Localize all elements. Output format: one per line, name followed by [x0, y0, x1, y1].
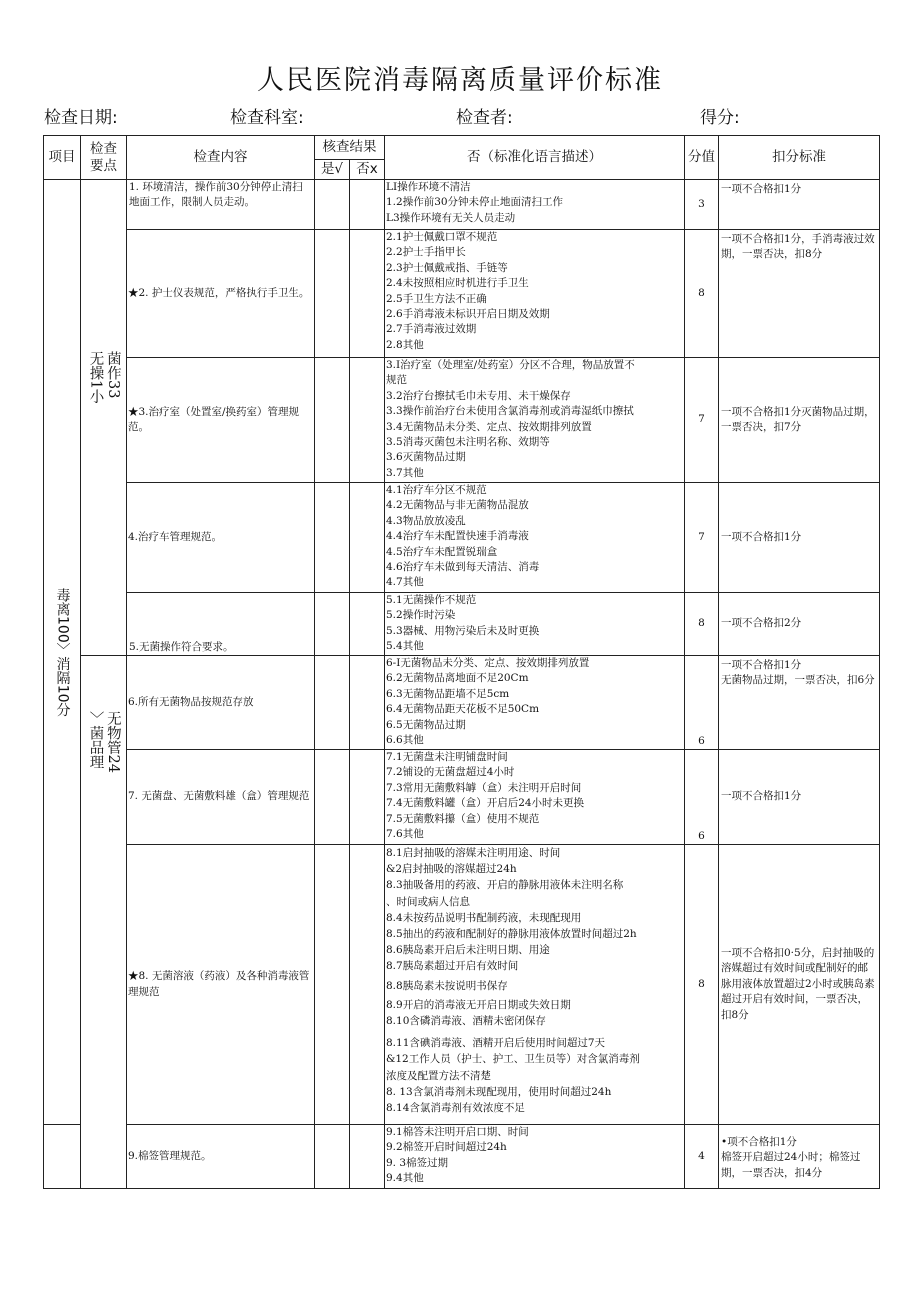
group2-col1: 无物管24 [104, 711, 121, 773]
table-row [44, 750, 880, 845]
desc-item: 8.3抽吸备用的药液、开启的静脉用液体未注明名称 [386, 879, 624, 892]
no-check-cell[interactable] [350, 845, 385, 1125]
desc-item: 4.1治疗车分区不规范 [386, 484, 487, 496]
desc-item: 3.7其他 [386, 466, 424, 479]
desc-item: 2.6手消毒液未标识开启日期及效期 [386, 308, 550, 321]
desc-item: 2.4未按照相应时机进行手卫生 [386, 277, 529, 290]
header-project: 项目 [44, 136, 81, 180]
score-label: 得分: [700, 108, 740, 128]
desc-item: 6.3无菌物品距墙不足5cm [386, 687, 510, 700]
deduct-line: •项不合格扣1分 [721, 1136, 797, 1148]
score-cell: 8 [685, 845, 719, 1125]
header-no: 否x [350, 160, 385, 180]
desc-item: 9.1棉答未注明开启口期、时间 [386, 1126, 529, 1138]
no-check-cell[interactable] [350, 593, 385, 656]
desc-item: 4.7其他 [386, 576, 424, 589]
desc-item: 7.2铺设的无菌盘超过4小时 [386, 766, 515, 779]
desc-item: 6.5无菌物品过期 [386, 718, 466, 731]
deduct-cell: 一项不合格扣1分灭菌物品过期，一票否决，扣7分 [719, 358, 880, 483]
group1-col2: 无操1小 [87, 351, 104, 404]
desc-item: 6.2无菌物品离地面不足20Cm [386, 672, 529, 685]
deduct-cell: 一项不合格扣1分 [719, 180, 880, 230]
desc-item: &2启封抽吸的溶媒超过24h [386, 863, 517, 876]
desc-item: 规范 [386, 374, 407, 387]
inspection-date-label: 检查日期: [44, 108, 118, 128]
desc-item: 7.5无菌敷料攥（盒）使用不规范 [386, 812, 540, 825]
inspection-dept-label: 检查科室: [230, 108, 304, 128]
content-cell: ★8. 无菌溶液（药液）及各种消毒液管理规范 [127, 845, 315, 1125]
desc-item: 8.1启封抽吸的溶媒未注明用途、时间 [386, 847, 561, 859]
inspector-label: 检查者: [456, 108, 513, 128]
score-cell: 6 [685, 656, 719, 750]
page-title: 人民医院消毒隔离质量评价标准 [257, 65, 663, 96]
desc-item: 6.4无菌物品距天花板不足50Cm [386, 703, 540, 716]
desc-item: 9.2棉签开启时间超过24h [386, 1141, 507, 1154]
desc-item: 3.5消毒灭菌包未注明名称、效期等 [386, 436, 550, 449]
desc-item: 4.2无菌物品与非无菌物品混放 [386, 499, 529, 512]
header-deduct: 扣分标准 [719, 136, 880, 180]
header-result: 核查结果 [315, 136, 385, 160]
header-check-point-line2: 要点 [90, 157, 117, 174]
score-cell: 8 [685, 593, 719, 656]
project-label: 毒离100〉消隔10分 [54, 587, 71, 717]
desc-item: 5.2操作时污染 [386, 609, 456, 622]
desc-item: 7.1无菌盘未注明铺盘时间 [386, 751, 508, 763]
desc-item: L3操作环境有无关人员走动 [386, 211, 516, 224]
no-check-cell[interactable] [350, 358, 385, 483]
header-check-point [81, 136, 127, 180]
project-cell [44, 180, 81, 1125]
desc-item: 9. 3棉签过期 [386, 1156, 449, 1169]
deduct-cell [719, 1125, 880, 1189]
content-cell: ★3.治疗室（处置室/换药室）管理规范。 [127, 358, 315, 483]
content-cell: 5.无菌操作符合要求。 [127, 593, 315, 656]
yes-check-cell[interactable] [315, 845, 350, 1125]
content-cell: 9.棉签管理规范。 [127, 1125, 315, 1189]
yes-check-cell[interactable] [315, 230, 350, 358]
table-row [44, 483, 880, 593]
yes-check-cell[interactable] [315, 750, 350, 845]
score-cell: 7 [685, 483, 719, 593]
yes-check-cell[interactable] [315, 180, 350, 230]
desc-item: 2.3护士佩戴戒指、手链等 [386, 261, 508, 274]
no-check-cell[interactable] [350, 1125, 385, 1189]
deduct-cell: 一项不合格扣0·5分，启封抽吸的溶媒超过有效时间或配制好的邮脉用液体放置超过2小时或胰岛素超过开启有效时间，一票否决，扣8分 [719, 845, 880, 1125]
desc-item: 6.6其他 [386, 734, 424, 747]
desc-item: 5.1无菌操作不规范 [386, 594, 477, 606]
table-row [44, 845, 880, 1125]
desc-item: LI操作环境不清洁 [386, 181, 471, 193]
deduct-cell: 一项不合格扣1分 无菌物品过期，一票否决，扣6分 [719, 656, 880, 750]
score-cell: 6 [685, 750, 719, 845]
yes-check-cell[interactable] [315, 358, 350, 483]
desc-item: 4.3物品放放凌乱 [386, 514, 466, 527]
desc-item: 3.6灭菌物品过期 [386, 451, 466, 464]
yes-check-cell[interactable] [315, 656, 350, 750]
deduct-line: 棉签开启超过24小时；棉签过期，一票否决，扣4分 [721, 1151, 861, 1179]
description-cell [385, 483, 685, 593]
desc-item: 2.7手消毒液过效期 [386, 323, 477, 336]
header-yes: 是√ [315, 160, 350, 180]
desc-item: 8.7胰岛素超过开启有效时间 [386, 960, 519, 973]
desc-item: 2.1护士佩戴口罩不规范 [386, 231, 498, 243]
deduct-cell: 一项不合格扣1分，手消毒液过效期，一票否决，扣8分 [719, 230, 880, 358]
meta-line [44, 103, 884, 131]
desc-item: 4.5治疗车未配置锐瑞盒 [386, 545, 498, 558]
desc-item: 浓度及配置方法不清楚 [386, 1069, 491, 1082]
header-content: 检查内容 [127, 136, 315, 180]
no-check-cell[interactable] [350, 483, 385, 593]
desc-item: 8.5抽出的药液和配制好的静脉用液体放置时间超过2h [386, 928, 637, 941]
score-cell: 7 [685, 358, 719, 483]
content-cell: 4.治疗车管理规范。 [127, 483, 315, 593]
no-check-cell[interactable] [350, 230, 385, 358]
desc-item: 8. 13含氯消毒剂未现配现用，使用时间超过24h [386, 1085, 612, 1098]
header-check-point-line1: 检查 [90, 140, 117, 157]
yes-check-cell[interactable] [315, 1125, 350, 1189]
score-cell: 4 [685, 1125, 719, 1189]
desc-item: 4.6治疗车未做到每天清洁、消毒 [386, 561, 540, 574]
table-row [44, 593, 880, 656]
desc-item: &12工作人员（护士、护工、卫生员等）对含氯消毒剂 [386, 1053, 640, 1066]
score-cell: 8 [685, 230, 719, 358]
yes-check-cell[interactable] [315, 483, 350, 593]
deduct-cell: 一项不合格扣1分 [719, 750, 880, 845]
desc-item: 5.3器械、用物污染后未及时更换 [386, 624, 540, 637]
desc-item: 1.2操作前30分钟未停止地面清扫工作 [386, 196, 564, 209]
desc-item: 7.3常用无菌敷料罅（盒）未注明开启时间 [386, 781, 582, 794]
desc-item: 9.4其他 [386, 1172, 424, 1185]
group1-col1: 菌作33 [104, 351, 121, 399]
no-check-cell[interactable] [350, 750, 385, 845]
content-cell: 1. 环境清洁，操作前30分钟停止清扫地面工作，限制人员走动。 [127, 180, 315, 230]
evaluation-table [43, 135, 880, 1189]
desc-item: 5.4其他 [386, 640, 424, 653]
header-score: 分值 [685, 136, 719, 180]
table-row [44, 358, 880, 483]
desc-item: 7.6其他 [386, 828, 424, 841]
content-cell: ★2. 护士仪表规范，严格执行手卫生。 [127, 230, 315, 358]
desc-item: 7.4无菌敷料罐（盒）开启后24小时未更换 [386, 797, 585, 810]
description-cell [385, 358, 685, 483]
desc-item: 3.I治疗室（处理室/处药室）分区不合理，物品放置不 [386, 359, 635, 371]
desc-item: 8.4未按药品说明书配制药液，未现配现用 [386, 911, 582, 924]
desc-item: 3.2治疗台擦拭毛巾未专用、未干燥保存 [386, 389, 571, 402]
score-cell: 3 [685, 180, 719, 230]
description-cell [385, 593, 685, 656]
desc-item: 2.8其他 [386, 338, 424, 351]
desc-item: 8.9开启的消毒液无开启日期或失效日期 [386, 998, 571, 1011]
deduct-cell: 一项不合格扣1分 [719, 483, 880, 593]
no-check-cell[interactable] [350, 656, 385, 750]
content-cell: 6.所有无菌物品按规范存放 [127, 656, 315, 750]
deduct-cell: 一项不合格扣2分 [719, 593, 880, 656]
group-cell-sterile-items [81, 656, 127, 1189]
group2-col2: 〉菌品理 [87, 711, 104, 770]
table-row [44, 656, 880, 750]
project-cell-empty [44, 1125, 81, 1189]
description-cell [385, 1125, 685, 1189]
table-row [44, 230, 880, 358]
desc-item: 8.8胰岛素未按说明书保存 [386, 979, 508, 992]
no-check-cell[interactable] [350, 180, 385, 230]
desc-item: 3.4无菌物品未分类、定点、按效期排列放置 [386, 420, 592, 433]
description-cell [385, 180, 685, 230]
header-description: 否（标准化语言描述） [385, 136, 685, 180]
group-cell-sterile-operation [81, 180, 127, 656]
description-cell [385, 845, 685, 1125]
description-cell [385, 656, 685, 750]
desc-item: 8.11含碘消毒液、酒精开启后使用时间超过7天 [386, 1037, 606, 1050]
description-cell [385, 750, 685, 845]
table-row [44, 1125, 880, 1189]
desc-item: 3.3操作前治疗台未使用含氯消毒剂或消毒湿纸巾擦拭 [386, 405, 634, 418]
desc-item: 8.10含磷消毒液、酒精未密闭保存 [386, 1015, 546, 1028]
desc-item: 2.5手卫生方法不正确 [386, 292, 487, 305]
yes-check-cell[interactable] [315, 593, 350, 656]
desc-item: 2.2护士手指甲长 [386, 246, 466, 259]
content-cell: 7. 无菌盘、无菌敷料雄（盒）管理规范 [127, 750, 315, 845]
desc-item: 、时间或病人信息 [386, 895, 470, 908]
desc-item: 8.14含氯消毒剂有效浓度不足 [386, 1102, 525, 1115]
desc-item: 4.4治疗车未配置快速手消毒液 [386, 530, 529, 543]
desc-item: 8.6胰岛素开启后未注明日期、用途 [386, 944, 550, 957]
desc-item: 6-I无菌物品未分类、定点、按效期排列放置 [386, 657, 590, 669]
description-cell [385, 230, 685, 358]
table-row [44, 180, 880, 230]
